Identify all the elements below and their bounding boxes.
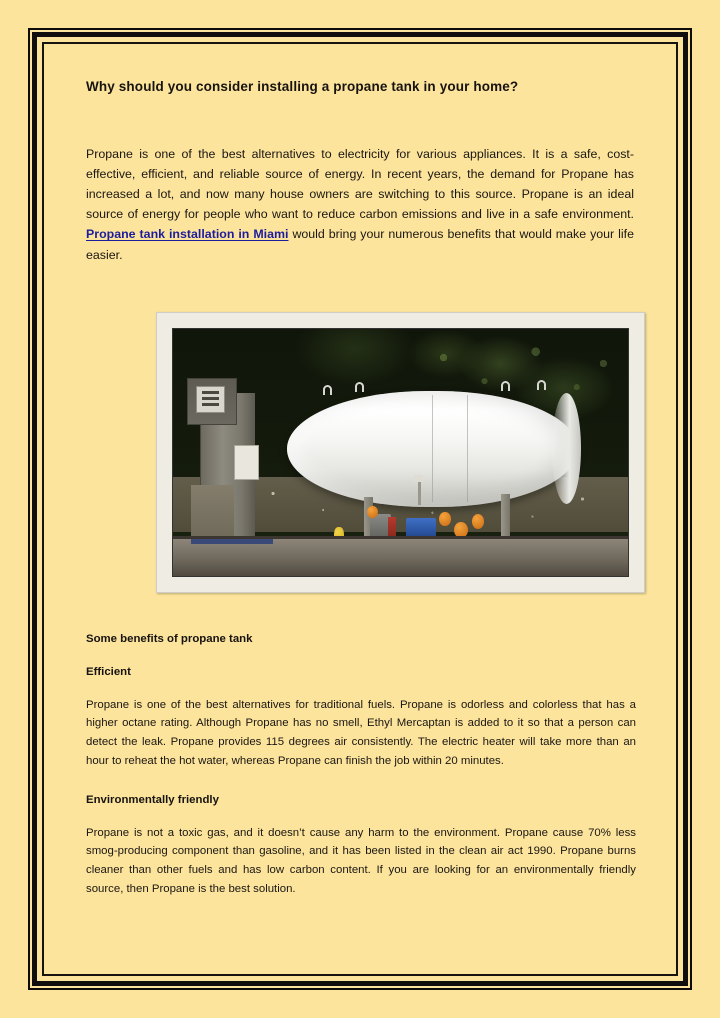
intro-block (86, 144, 634, 265)
section-heading-efficient: Efficient (86, 665, 131, 678)
photo-tank-lifting-lug (323, 385, 332, 395)
photo-concrete-pad (173, 539, 628, 576)
photo-tank-seam (432, 395, 433, 502)
photo-tank-end-cap (552, 393, 581, 504)
photo-orange-valve (439, 512, 451, 527)
photo-orange-valve (472, 514, 484, 529)
photo-propane-tank-body (287, 391, 578, 507)
photo-tank-lifting-lug (537, 380, 546, 390)
intro-paragraph (86, 144, 634, 265)
photo-tank-lifting-lug (501, 381, 510, 391)
section-paragraph-environmentally-friendly: Propane is not a toxic gas, and it doesn’t cause any harm to the environment. Propane cause 70% less smog-producing component than gasoline, and it has been listed in the clean air act 1990. Propane burns cleaner than other fuels and has low carbon content. If you are looking for an environmentally friendly source, then Propane is the best solution. (86, 826, 636, 896)
photo-valve-post-cap (414, 475, 423, 482)
photo-tank-lifting-lug (355, 382, 364, 392)
propane-tank-photo-frame (156, 312, 645, 593)
photo-orange-valve (367, 506, 378, 518)
intro-text-before-link: Propane is one of the best alternatives to electricity for various appliances. It is a safe, cost-effective, efficient, and reliable source of energy. In recent years, the demand for Propane has increased a lot, and now many house owners are switching to this source. Propane is an ideal source of energy for people who want to reduce carbon emissions and live in a safe environment. (86, 146, 634, 222)
propane-tank-photo (172, 328, 629, 577)
page-title: Why should you consider installing a propane tank in your home? (86, 79, 519, 94)
intro-text-after-link: would bring your numerous benefits that would make your life easier. (86, 227, 634, 262)
propane-tank-installation-link[interactable]: Propane tank installation in Miami (86, 227, 289, 242)
article-body-sections (86, 632, 636, 899)
photo-junction-box (234, 445, 259, 480)
photo-tank-seam (467, 395, 468, 502)
photo-cabinet-display (196, 386, 226, 413)
section-heading-environmentally-friendly: Environmentally friendly (86, 793, 219, 806)
article-header-block (86, 78, 634, 265)
section-paragraph-efficient: Propane is one of the best alternatives for traditional fuels. Propane is odorless and colorless that has a higher octane rating. Although Propane has no smell, Ethyl Mercaptan is added to it so that a person can detect the leak. Propane provides 115 degrees air consistently. The electric heater will take more than an hour to reheat the hot water, whereas Propane can finish the job within 20 minutes. (86, 698, 636, 768)
photo-blue-kerb (191, 539, 273, 544)
section-heading-benefits: Some benefits of propane tank (86, 633, 253, 645)
photo-valve-post (418, 479, 421, 505)
